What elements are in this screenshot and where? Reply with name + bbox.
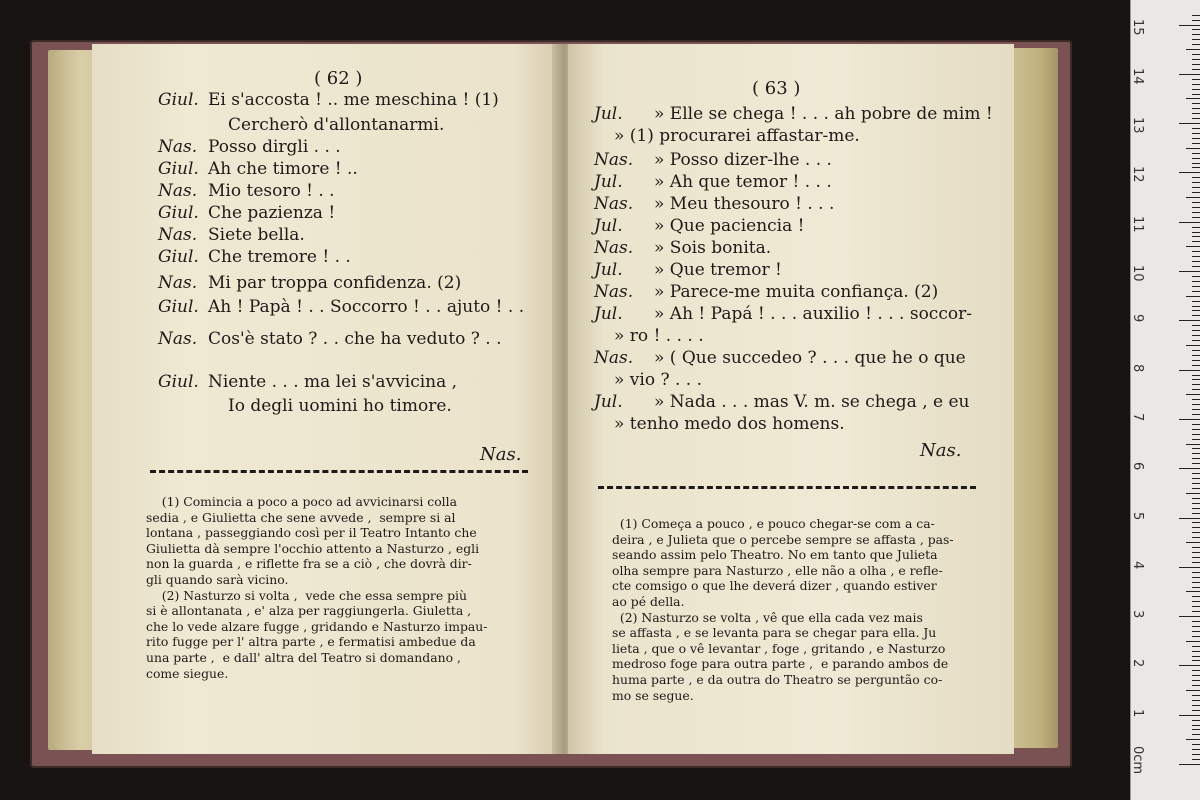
ruler-tick <box>1192 409 1200 410</box>
footnotes: (1) Comincia a poco a poco ad avvicinarsi colla sedia , e Giulietta che sene avvede , sempre si al lontana , passeggiando così per il Teatro Intanto che Giulietta dà sempre l'occhio attento a Nasturzo , egli non la guarda , e riflette fra se a ciò , che dovrà dir- gli quando sarà vicino. (2) Nasturzo si volta , vede che essa sempre più si è allontanata , e' alza per raggiungerla. Giuletta , che lo vede alzare fugge , gridando e Nasturzo impau- rito fugge per l' altra parte , e fermatisi ambedue da una parte , e dall' altra del Teatro si domandano , come siegue. <box>146 494 488 681</box>
dialogue-text: » tenho medo dos homens. <box>614 414 845 434</box>
ruler-number: 5 <box>1130 511 1145 520</box>
ruler-tick <box>1192 89 1200 90</box>
ruler-tick <box>1192 651 1200 652</box>
dialogue-line <box>594 194 834 214</box>
ruler-tick <box>1192 330 1200 331</box>
ruler-tick <box>1192 759 1200 760</box>
ruler-tick <box>1192 227 1200 228</box>
ruler-number: 6 <box>1130 462 1145 471</box>
ruler-tick <box>1192 725 1200 726</box>
ruler-tick <box>1192 695 1200 696</box>
ruler-tick <box>1192 547 1200 548</box>
ruler-tick <box>1192 306 1200 307</box>
ruler-tick <box>1192 261 1200 262</box>
dialogue-text: Cos'è stato ? . . che ha veduto ? . . <box>208 329 502 349</box>
ruler-tick <box>1192 488 1200 489</box>
dialogue-text: » ro ! . . . . <box>614 326 704 346</box>
ruler-tick <box>1192 404 1200 405</box>
dialogue-text: » Posso dizer-lhe . . . <box>654 150 832 170</box>
speaker-label: Jul. <box>594 172 623 192</box>
ruler-tick <box>1179 74 1200 75</box>
ruler-tick <box>1179 25 1200 26</box>
ruler-tick <box>1179 665 1200 666</box>
ruler-tick <box>1192 552 1200 553</box>
speaker-label: Nas. <box>594 282 634 302</box>
ruler-tick <box>1192 429 1200 430</box>
ruler-number: 4 <box>1130 560 1145 570</box>
dialogue-text: Siete bella. <box>208 225 305 245</box>
ruler-tick <box>1192 94 1200 95</box>
ruler-tick <box>1192 434 1200 435</box>
dialogue-line <box>158 181 335 201</box>
ruler-tick <box>1192 301 1200 302</box>
ruler-tick <box>1179 172 1200 173</box>
ruler-tick <box>1186 98 1200 99</box>
ruler-tick <box>1192 596 1200 597</box>
dialogue-text: » Elle se chega ! . . . ah pobre de mim ! <box>654 104 993 124</box>
ruler-tick <box>1192 291 1200 292</box>
dialogue-line <box>594 216 804 236</box>
ruler-tick <box>1192 44 1200 45</box>
ruler-tick <box>1179 616 1200 617</box>
ruler-tick <box>1192 631 1200 632</box>
ruler-number: 10 <box>1130 265 1145 282</box>
ruler-tick <box>1192 675 1200 676</box>
ruler-tick <box>1192 20 1200 21</box>
ruler-tick <box>1192 389 1200 390</box>
catchword: Nas. <box>480 444 522 465</box>
speaker-label: Giul. <box>158 203 199 223</box>
ruler-tick <box>1192 503 1200 504</box>
ruler-tick <box>1192 217 1200 218</box>
ruler-tick <box>1192 79 1200 80</box>
dialogue-text: » Ah ! Papá ! . . . auxilio ! . . . soccor- <box>654 304 972 324</box>
ruler-tick <box>1192 399 1200 400</box>
ruler-tick <box>1192 508 1200 509</box>
ruler-tick <box>1192 84 1200 85</box>
ruler-tick <box>1192 562 1200 563</box>
dialogue-text: Posso dirgli . . . <box>208 137 341 157</box>
speaker-label: Nas. <box>594 150 634 170</box>
ruler-tick <box>1192 463 1200 464</box>
dialogue-text: Io degli uomini ho timore. <box>228 396 452 416</box>
ruler-tick <box>1192 64 1200 65</box>
ruler-tick <box>1192 340 1200 341</box>
ruler-tick <box>1192 138 1200 139</box>
ruler-tick <box>1192 720 1200 721</box>
ruler-tick <box>1192 453 1200 454</box>
dialogue-text: Ei s'accosta ! .. me meschina ! (1) <box>208 90 499 110</box>
ruler-tick <box>1179 468 1200 469</box>
ruler-tick <box>1179 320 1200 321</box>
speaker-label: Jul. <box>594 392 623 412</box>
dialogue-line <box>594 238 771 258</box>
dialogue-line <box>158 203 335 223</box>
ruler-tick <box>1192 281 1200 282</box>
ruler-tick <box>1192 103 1200 104</box>
dialogue-line <box>614 326 704 346</box>
dialogue-line <box>594 104 993 124</box>
ruler-number: 7 <box>1130 412 1145 422</box>
ruler-tick <box>1179 518 1200 519</box>
ruler-tick <box>1192 15 1200 16</box>
dialogue-line <box>228 396 452 416</box>
ruler-tick <box>1192 153 1200 154</box>
ruler-tick <box>1186 49 1200 50</box>
dialogue-text: Mio tesoro ! . . <box>208 181 335 201</box>
speaker-label: Jul. <box>594 216 623 236</box>
dialogue-line <box>158 159 358 179</box>
ruler-tick <box>1179 271 1200 272</box>
ruler-tick <box>1192 537 1200 538</box>
ruler-tick <box>1192 54 1200 55</box>
ruler-tick <box>1186 444 1200 445</box>
ruler-tick <box>1179 419 1200 420</box>
ruler-tick <box>1192 350 1200 351</box>
speaker-label: Nas. <box>158 137 198 157</box>
ruler-tick <box>1192 458 1200 459</box>
ruler-tick <box>1192 424 1200 425</box>
dialogue-line <box>158 247 351 267</box>
dialogue-line <box>158 90 499 110</box>
ruler-tick <box>1192 29 1200 30</box>
ruler-tick <box>1179 567 1200 568</box>
dialogue-line <box>158 329 502 349</box>
ruler-tick <box>1192 360 1200 361</box>
ruler-tick <box>1192 379 1200 380</box>
dialogue-line <box>158 297 524 317</box>
ruler-tick <box>1192 749 1200 750</box>
dialogue-line <box>594 392 970 412</box>
ruler-tick <box>1192 113 1200 114</box>
ruler-number: 11 <box>1130 215 1145 233</box>
ruler-tick <box>1192 483 1200 484</box>
ruler-tick <box>1192 384 1200 385</box>
ruler-tick <box>1186 641 1200 642</box>
ruler-tick <box>1192 414 1200 415</box>
ruler-tick <box>1192 34 1200 35</box>
ruler-unit-label: 0cm <box>1130 746 1145 775</box>
dialogue-text: » Que paciencia ! <box>654 216 805 236</box>
ruler-tick <box>1192 611 1200 612</box>
ruler-tick <box>1192 163 1200 164</box>
ruler-tick <box>1192 133 1200 134</box>
ruler-tick <box>1192 128 1200 129</box>
ruler-tick <box>1192 532 1200 533</box>
speaker-label: Giul. <box>158 159 199 179</box>
ruler-tick <box>1192 143 1200 144</box>
dialogue-line <box>614 414 845 434</box>
ruler-tick <box>1192 118 1200 119</box>
ruler-tick <box>1192 527 1200 528</box>
speaker-label: Jul. <box>594 260 623 280</box>
ruler-tick <box>1186 148 1200 149</box>
ruler-tick <box>1186 296 1200 297</box>
dialogue-text: » (1) procurarei affastar-me. <box>614 126 860 146</box>
ruler-tick <box>1192 212 1200 213</box>
catchword: Nas. <box>920 440 962 461</box>
ruler-tick <box>1192 522 1200 523</box>
speaker-label: Giul. <box>158 372 199 392</box>
dialogue-text: Ah ! Papà ! . . Soccorro ! . . ajuto ! . . <box>208 297 525 317</box>
ruler-tick <box>1192 108 1200 109</box>
dialogue-text: Niente . . . ma lei s'avvicina , <box>208 372 458 392</box>
ruler-tick <box>1192 646 1200 647</box>
ruler-tick <box>1192 754 1200 755</box>
dialogue-line <box>614 126 860 146</box>
ruler-tick <box>1179 123 1200 124</box>
dialogue-text: » Ah que temor ! . . . <box>654 172 832 192</box>
ruler-number: 3 <box>1130 610 1145 619</box>
speaker-label: Nas. <box>158 273 198 293</box>
dialogue-line <box>158 137 341 157</box>
ruler-tick <box>1192 59 1200 60</box>
ruler-tick <box>1192 705 1200 706</box>
ruler-tick <box>1192 572 1200 573</box>
dialogue-text: » Meu thesouro ! . . . <box>654 194 835 214</box>
dialogue-line <box>594 260 782 280</box>
ruler-tick <box>1192 236 1200 237</box>
dialogue-line <box>594 282 938 302</box>
dialogue-text: » Parece-me muita confiança. (2) <box>654 282 939 302</box>
speaker-label: Nas. <box>158 329 198 349</box>
ruler-tick <box>1192 734 1200 735</box>
ruler-tick <box>1186 345 1200 346</box>
ruler-tick <box>1192 375 1200 376</box>
ruler-tick <box>1192 582 1200 583</box>
dialogue-text: » ( Que succedeo ? . . . que he o que <box>654 348 966 368</box>
ruler-tick <box>1186 690 1200 691</box>
ruler-tick <box>1186 493 1200 494</box>
ruler-tick <box>1179 222 1200 223</box>
ruler-tick <box>1192 729 1200 730</box>
ruler-number: 8 <box>1130 363 1145 372</box>
ruler-tick <box>1192 710 1200 711</box>
dialogue-line <box>158 372 457 392</box>
ruler-tick <box>1192 448 1200 449</box>
ruler-tick <box>1192 355 1200 356</box>
ruler-tick <box>1192 315 1200 316</box>
ruler-tick <box>1192 606 1200 607</box>
ruler-tick <box>1192 636 1200 637</box>
ruler-tick <box>1192 39 1200 40</box>
ruler-tick <box>1179 764 1200 765</box>
ruler-tick <box>1192 335 1200 336</box>
ruler-tick <box>1192 286 1200 287</box>
ruler-tick <box>1192 325 1200 326</box>
ruler-tick <box>1192 700 1200 701</box>
dialogue-text: Mi par troppa confidenza. (2) <box>208 273 462 293</box>
speaker-label: Giul. <box>158 297 199 317</box>
ruler-number: 2 <box>1130 659 1145 668</box>
ruler-tick <box>1192 601 1200 602</box>
ruler-tick <box>1192 557 1200 558</box>
dialogue-line <box>158 225 305 245</box>
ruler-tick <box>1192 241 1200 242</box>
ruler-tick <box>1192 587 1200 588</box>
ruler-number: 15 <box>1130 18 1145 36</box>
speaker-label: Jul. <box>594 104 623 124</box>
ruler-number: 13 <box>1130 117 1145 134</box>
ruler-tick <box>1192 670 1200 671</box>
ruler-tick <box>1192 498 1200 499</box>
right-page <box>568 44 1014 754</box>
ruler-tick <box>1179 370 1200 371</box>
ruler-tick <box>1192 577 1200 578</box>
dialogue-text: Cercherò d'allontanarmi. <box>228 115 445 135</box>
ruler-tick <box>1192 656 1200 657</box>
ruler-number: 12 <box>1130 166 1145 183</box>
ruler-tick <box>1192 660 1200 661</box>
speaker-label: Nas. <box>594 348 634 368</box>
ruler-tick <box>1192 310 1200 311</box>
ruler-tick <box>1192 276 1200 277</box>
ruler-tick <box>1192 513 1200 514</box>
ruler-tick <box>1192 626 1200 627</box>
ruler-tick <box>1192 473 1200 474</box>
ruler-tick <box>1192 685 1200 686</box>
ruler-tick <box>1192 478 1200 479</box>
ruler-tick <box>1192 177 1200 178</box>
page-number: ( 63 ) <box>752 78 801 99</box>
ruler-tick <box>1186 542 1200 543</box>
ruler-tick <box>1192 439 1200 440</box>
dialogue-text: » Nada . . . mas V. m. se chega , e eu <box>654 392 970 412</box>
speaker-label: Nas. <box>594 238 634 258</box>
ruler-tick <box>1186 394 1200 395</box>
ruler-tick <box>1192 167 1200 168</box>
dialogue-line <box>594 150 832 170</box>
dialogue-line <box>594 348 966 368</box>
speaker-label: Nas. <box>158 181 198 201</box>
speaker-label: Jul. <box>594 304 623 324</box>
ruler-tick <box>1192 365 1200 366</box>
ruler-tick <box>1186 246 1200 247</box>
ruler-tick <box>1179 715 1200 716</box>
ruler-tick <box>1192 182 1200 183</box>
ruler-tick <box>1192 744 1200 745</box>
ruler-tick <box>1192 202 1200 203</box>
ruler-tick <box>1186 739 1200 740</box>
ruler-tick <box>1192 192 1200 193</box>
left-page <box>92 44 560 754</box>
ruler-tick <box>1192 680 1200 681</box>
ruler-tick <box>1192 266 1200 267</box>
ruler-tick <box>1192 187 1200 188</box>
dialogue-line <box>594 304 972 324</box>
ruler-tick <box>1186 197 1200 198</box>
ruler-tick <box>1186 591 1200 592</box>
dialogue-text: Ah che timore ! .. <box>208 159 358 179</box>
speaker-label: Nas. <box>594 194 634 214</box>
page-number: ( 62 ) <box>314 68 363 89</box>
dialogue-line <box>158 273 461 293</box>
ruler-tick <box>1192 232 1200 233</box>
measuring-ruler <box>1130 0 1200 800</box>
ruler-number: 1 <box>1130 708 1145 717</box>
footnote-rule <box>598 486 976 489</box>
ruler-tick <box>1192 256 1200 257</box>
footnotes: (1) Começa a pouco , e pouco chegar-se com a ca- deira , e Julieta que o percebe sempre se affasta , pas- seando assim pelo Theatro. No em tanto que Julieta olha sempre para Nasturzo , elle não a olha , e refle- cte comsigo o que lhe deverá dizer , quando estiver ao pé della. (2) Nasturzo se volta , vê que ella cada vez mais se affasta , e se levanta para se chegar para ella. Ju lieta , que o vê levantar , foge , gritando , e Nasturzo medroso foge para outra parte , e parando ambos de huma parte , e da outra do Theatro se perguntão co- mo se segue. <box>612 516 954 703</box>
ruler-number: 14 <box>1130 67 1145 85</box>
dialogue-line <box>614 370 702 390</box>
ruler-tick <box>1192 158 1200 159</box>
speaker-label: Giul. <box>158 90 199 110</box>
dialogue-line <box>228 115 444 135</box>
ruler-tick <box>1192 251 1200 252</box>
ruler-tick <box>1192 69 1200 70</box>
dialogue-text: Che tremore ! . . <box>208 247 351 267</box>
dialogue-line <box>594 172 832 192</box>
dialogue-text: Che pazienza ! <box>208 203 336 223</box>
ruler-number: 9 <box>1130 314 1145 323</box>
ruler-tick <box>1192 207 1200 208</box>
dialogue-text: » vio ? . . . <box>614 370 703 390</box>
speaker-label: Giul. <box>158 247 199 267</box>
dialogue-text: » Que tremor ! <box>654 260 782 280</box>
ruler-tick <box>1192 621 1200 622</box>
dialogue-text: » Sois bonita. <box>654 238 772 258</box>
footnote-rule <box>150 470 528 473</box>
speaker-label: Nas. <box>158 225 198 245</box>
